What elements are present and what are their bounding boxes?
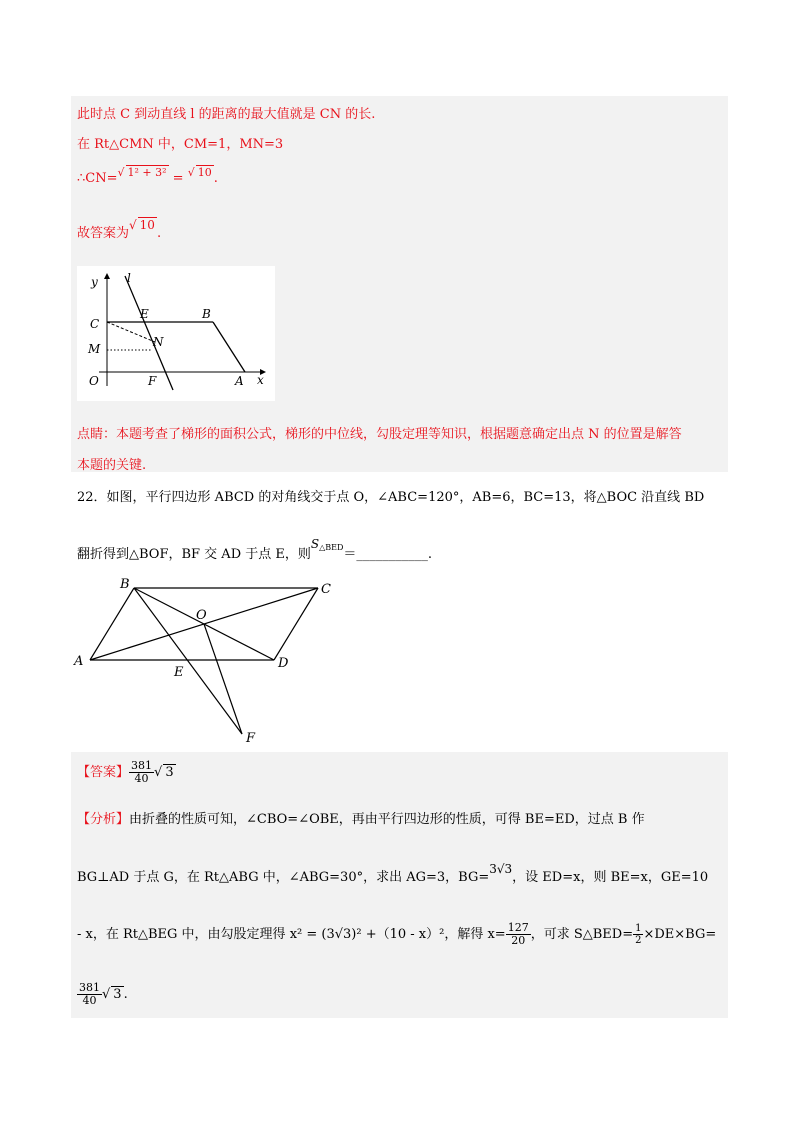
- analysis-label: 【分析】: [77, 812, 130, 827]
- label-B: B: [202, 307, 211, 321]
- analysis-line-2: BG⊥AD 于点 G，在 Rt△ABG 中，∠ABG=30°，求出 AG=3，BG=3√3，设 ED=x，则 BE=x，GE=10: [77, 862, 709, 885]
- label-D: D: [278, 656, 289, 671]
- analysis-line-3: - x，在 Rt△BEG 中，由勾股定理得 x² = (3√3)² +（10 - x）²，解得 x= $\frac{127}{20}$ ，可求 S△BED= $\frac{1}{2}$ ×DE×BG=: [77, 921, 717, 948]
- side-AB: [90, 588, 134, 660]
- answer-block: [71, 752, 728, 1018]
- label-E: E: [140, 307, 149, 321]
- label-E: E: [174, 665, 184, 680]
- solution-line-1: 此时点 C 到动直线 l 的距离的最大值就是 CN 的长.: [77, 107, 376, 122]
- segment-BF: [134, 588, 242, 734]
- note-line-2: 本题的关键.: [77, 458, 147, 473]
- answer-line: 【答案】 $\frac{381}{40}$ √ 3: [77, 759, 174, 786]
- label-x: x: [257, 373, 264, 387]
- label-F: F: [148, 374, 157, 388]
- label-y: y: [91, 275, 98, 289]
- label-O: O: [196, 608, 207, 623]
- coordinate-figure: [77, 266, 275, 401]
- question-22-line-1: 22．如图，平行四边形 ABCD 的对角线交于点 O，∠ABC=120°，AB=6，BC=13，将△BOC 沿直线 BD: [77, 490, 705, 505]
- analysis-line-4: $\frac{381}{40}$ √ 3 .: [79, 981, 128, 1008]
- solution-line-3: ∴CN=√ 1² + 3² = √ 10 .: [77, 166, 218, 186]
- label-O: O: [89, 374, 99, 388]
- label-N: N: [153, 335, 164, 349]
- label-C: C: [321, 582, 331, 597]
- label-F: F: [246, 731, 256, 746]
- answer-label: 【答案】: [77, 765, 130, 781]
- note-line-1: 点睛：本题考查了梯形的面积公式，梯形的中位线，勾股定理等知识，根据题意确定出点 N 的位置是解答: [77, 427, 682, 442]
- solution-line-2: 在 Rt△CMN 中，CM=1，MN=3: [77, 137, 284, 152]
- dash-CN: [107, 322, 155, 342]
- label-M: M: [88, 342, 101, 356]
- label-l: l: [127, 271, 131, 285]
- segment-BA: [213, 322, 245, 372]
- side-CD: [274, 588, 318, 660]
- label-B: B: [120, 577, 130, 592]
- analysis-line-1: 【分析】由折叠的性质可知，∠CBO=∠OBE，再由平行四边形的性质，可得 BE=ED，过点 B 作: [77, 812, 645, 827]
- label-A: A: [235, 374, 244, 388]
- label-A: A: [74, 654, 84, 669]
- question-22-line-2: 翻折得到△BOF，BF 交 AD 于点 E，则$S^{\triangle BED}=\_\_\_\_\_\_\_\_\_\_\_$.: [77, 537, 433, 562]
- label-C: C: [90, 317, 100, 331]
- solution-answer-line: 故答案为√ 10.: [77, 218, 162, 241]
- parallelogram-figure: [70, 572, 350, 747]
